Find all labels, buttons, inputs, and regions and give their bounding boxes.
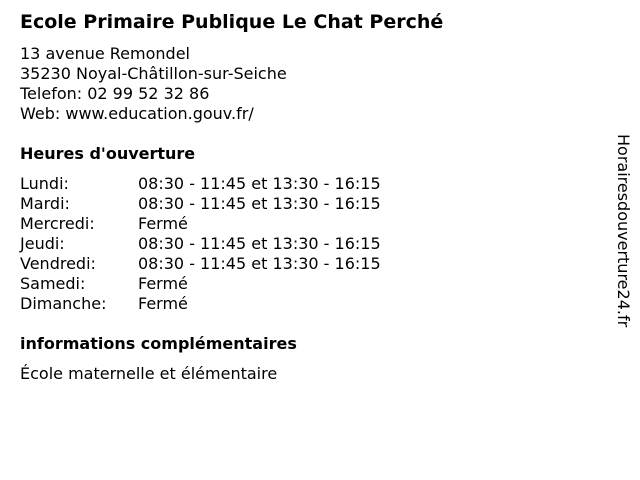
additional-info-heading: informations complémentaires bbox=[20, 334, 297, 353]
school-name: Ecole Primaire Publique Le Chat Perché bbox=[20, 11, 444, 33]
day-hours: 08:30 - 11:45 et 13:30 - 16:15 bbox=[138, 174, 381, 193]
day-hours: Fermé bbox=[138, 294, 188, 313]
opening-hours-heading: Heures d'ouverture bbox=[20, 144, 196, 163]
opening-hours-table bbox=[20, 174, 381, 314]
day-label: Mercredi: bbox=[20, 214, 95, 233]
hours-row-thursday bbox=[20, 234, 381, 254]
additional-info-text: École maternelle et élémentaire bbox=[20, 364, 278, 383]
day-hours: Fermé bbox=[138, 214, 188, 233]
day-label: Mardi: bbox=[20, 194, 70, 213]
website: Web: www.education.gouv.fr/ bbox=[20, 104, 254, 123]
hours-row-monday bbox=[20, 174, 381, 194]
day-label: Lundi: bbox=[20, 174, 69, 193]
day-label: Samedi: bbox=[20, 274, 86, 293]
day-label: Jeudi: bbox=[20, 234, 65, 253]
day-hours: 08:30 - 11:45 et 13:30 - 16:15 bbox=[138, 254, 381, 273]
hours-row-tuesday bbox=[20, 194, 381, 214]
hours-row-friday bbox=[20, 254, 381, 274]
day-hours: 08:30 - 11:45 et 13:30 - 16:15 bbox=[138, 194, 381, 213]
address-block bbox=[20, 44, 287, 124]
hours-row-sunday bbox=[20, 294, 381, 314]
phone-number: Telefon: 02 99 52 32 86 bbox=[20, 84, 210, 103]
city-address: 35230 Noyal-Châtillon-sur-Seiche bbox=[20, 64, 287, 83]
street-address: 13 avenue Remondel bbox=[20, 44, 190, 63]
day-hours: Fermé bbox=[138, 274, 188, 293]
day-label: Dimanche: bbox=[20, 294, 107, 313]
site-watermark: Horairesdouverture24.fr bbox=[614, 134, 633, 328]
hours-row-saturday bbox=[20, 274, 381, 294]
day-hours: 08:30 - 11:45 et 13:30 - 16:15 bbox=[138, 234, 381, 253]
hours-row-wednesday bbox=[20, 214, 381, 234]
day-label: Vendredi: bbox=[20, 254, 96, 273]
